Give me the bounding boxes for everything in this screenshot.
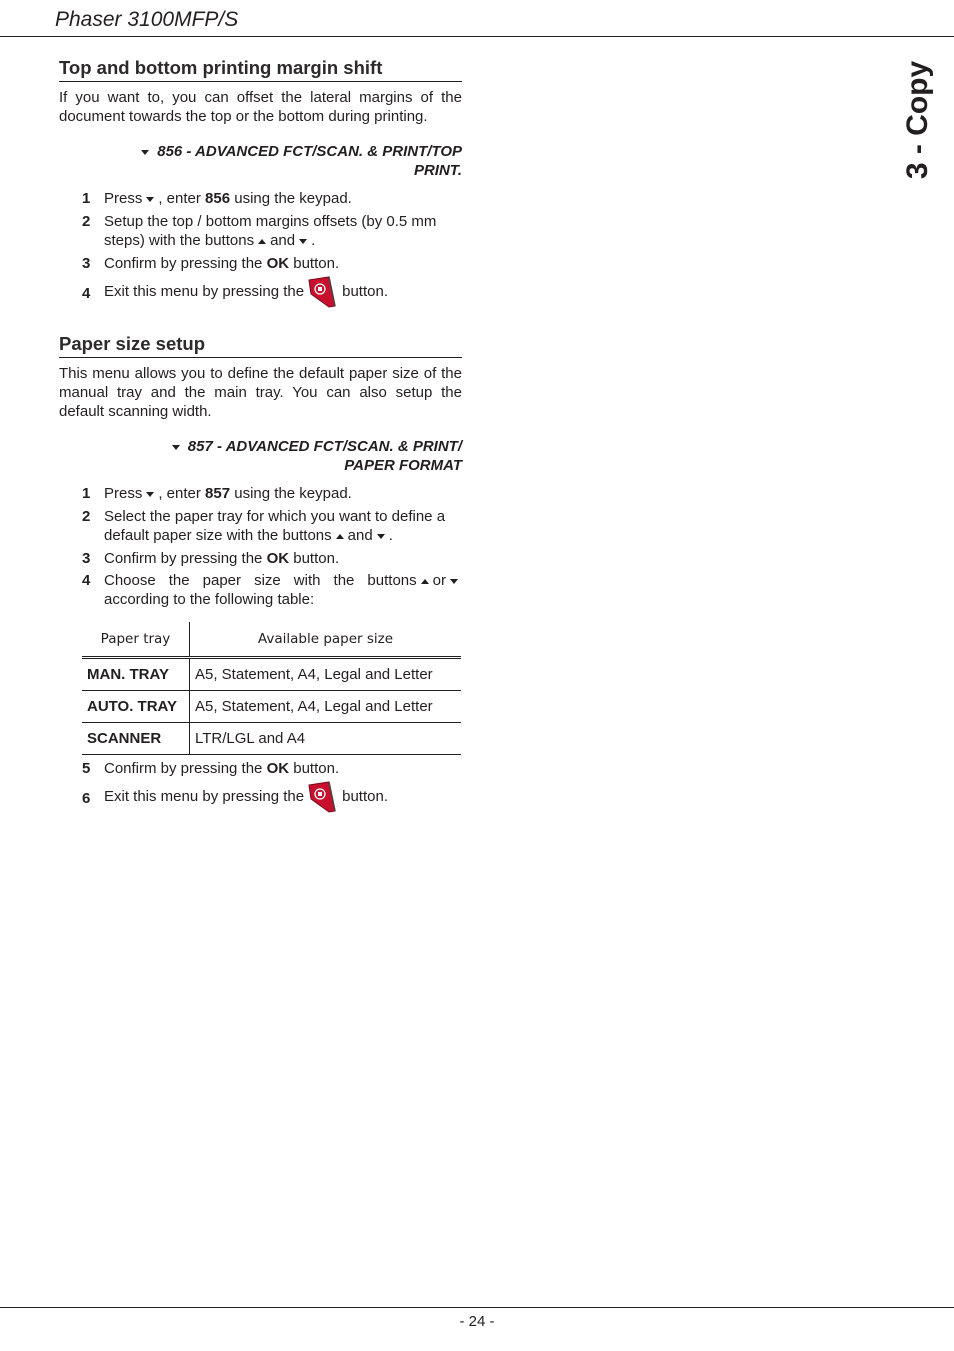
step-3: [82, 549, 462, 568]
menu-code: 856: [205, 190, 231, 207]
menu-path-line-1: 857 - ADVANCED FCT/SCAN. & PRINT/: [187, 438, 462, 455]
table-row: [82, 658, 461, 691]
menu-path-line-2: PRINT.: [413, 162, 462, 179]
step-text: , enter: [158, 190, 201, 207]
stop-button-icon: [307, 276, 337, 308]
step-text: button.: [293, 255, 340, 272]
step-text: or: [432, 572, 446, 589]
step-5: [82, 759, 462, 778]
step-text: button.: [342, 282, 388, 300]
up-arrow-icon: [258, 239, 266, 244]
menu-path-line-2: PAPER FORMAT: [344, 457, 462, 474]
step-4: [82, 571, 462, 609]
step-4: [82, 284, 462, 308]
step-text: Exit this menu by pressing the: [104, 787, 305, 805]
menu-path-856: [59, 142, 462, 180]
step-6: [82, 789, 462, 813]
ok-label: OK: [266, 760, 290, 777]
step-text: button.: [342, 787, 388, 805]
menu-path-line-1: 856 - ADVANCED FCT/SCAN. & PRINT/TOP: [157, 143, 462, 160]
section-title-margin-shift: Top and bottom printing margin shift: [59, 57, 462, 82]
chapter-tab: 3 - Copy: [901, 60, 934, 180]
section-intro-margin-shift: If you want to, you can offset the lateral margins of the document towards the top or the bottom during printing.: [59, 89, 462, 125]
paper-size-table: [82, 622, 461, 755]
down-arrow-icon: [146, 492, 154, 497]
step-text: button.: [293, 550, 340, 567]
table-row: [82, 723, 461, 755]
step-text: Press: [104, 485, 143, 502]
table-cell-tray: SCANNER: [82, 723, 190, 755]
step-text: Confirm by pressing the: [104, 550, 263, 567]
section-title-paper-size: Paper size setup: [59, 333, 462, 358]
table-cell-size: LTR/LGL and A4: [190, 723, 462, 755]
down-arrow-icon: [377, 534, 385, 539]
step-text: Select the paper tray for which you want to define a default paper size with the buttons: [104, 508, 446, 544]
stop-button-icon: [307, 781, 337, 813]
step-3: [82, 254, 462, 273]
step-number: 4: [82, 572, 91, 589]
step-number: 5: [82, 760, 91, 777]
down-arrow-icon: [299, 239, 307, 244]
table-cell-tray: AUTO. TRAY: [82, 691, 190, 723]
step-text: Choose the paper size with the buttons: [104, 572, 417, 589]
step-text: Confirm by pressing the: [104, 760, 263, 777]
step-text: .: [388, 527, 393, 544]
down-arrow-icon: [172, 445, 180, 450]
step-number: 6: [82, 790, 91, 807]
step-text: using the keypad.: [234, 190, 352, 207]
table-header-row: [82, 622, 461, 658]
down-arrow-icon: [146, 197, 154, 202]
step-number: 2: [82, 213, 91, 230]
step-text: Confirm by pressing the: [104, 255, 263, 272]
table-row: [82, 691, 461, 723]
down-arrow-icon: [141, 150, 149, 155]
step-text: Press: [104, 190, 143, 207]
step-text: , enter: [158, 485, 201, 502]
document-title: Phaser 3100MFP/S: [55, 8, 239, 31]
step-text: and: [270, 232, 296, 249]
table-cell-size: A5, Statement, A4, Legal and Letter: [190, 658, 462, 691]
step-text: and: [347, 527, 373, 544]
step-1: [82, 189, 462, 208]
step-number: 1: [82, 485, 91, 502]
step-number: 3: [82, 550, 91, 567]
up-arrow-icon: [421, 579, 429, 584]
table-header-available-size: Available paper size: [190, 622, 462, 658]
step-number: 2: [82, 508, 91, 525]
step-2: [82, 507, 462, 545]
step-text: using the keypad.: [234, 485, 352, 502]
table-cell-size: A5, Statement, A4, Legal and Letter: [190, 691, 462, 723]
header-rule: [0, 36, 954, 37]
step-text: .: [311, 232, 316, 249]
step-number: 4: [82, 285, 91, 302]
step-number: 1: [82, 190, 91, 207]
ok-label: OK: [266, 255, 290, 272]
table-cell-tray: MAN. TRAY: [82, 658, 190, 691]
down-arrow-icon: [450, 579, 458, 584]
step-text: Setup the top / bottom margins offsets (by 0.5 mm steps) with the buttons: [104, 213, 437, 249]
ok-label: OK: [266, 550, 290, 567]
step-text: button.: [293, 760, 340, 777]
step-number: 3: [82, 255, 91, 272]
menu-code: 857: [205, 485, 231, 502]
up-arrow-icon: [336, 534, 344, 539]
section-intro-paper-size: This menu allows you to define the default paper size of the manual tray and the main tray. You can also setup the default scanning width.: [59, 365, 462, 420]
table-header-paper-tray: Paper tray: [82, 622, 190, 658]
step-text: Exit this menu by pressing the: [104, 282, 305, 300]
footer-rule: [0, 1307, 954, 1308]
step-1: [82, 484, 462, 503]
menu-path-857: [59, 437, 462, 475]
page-number: - 24 -: [459, 1313, 495, 1330]
step-text: according to the following table:: [104, 591, 315, 608]
step-2: [82, 212, 462, 250]
